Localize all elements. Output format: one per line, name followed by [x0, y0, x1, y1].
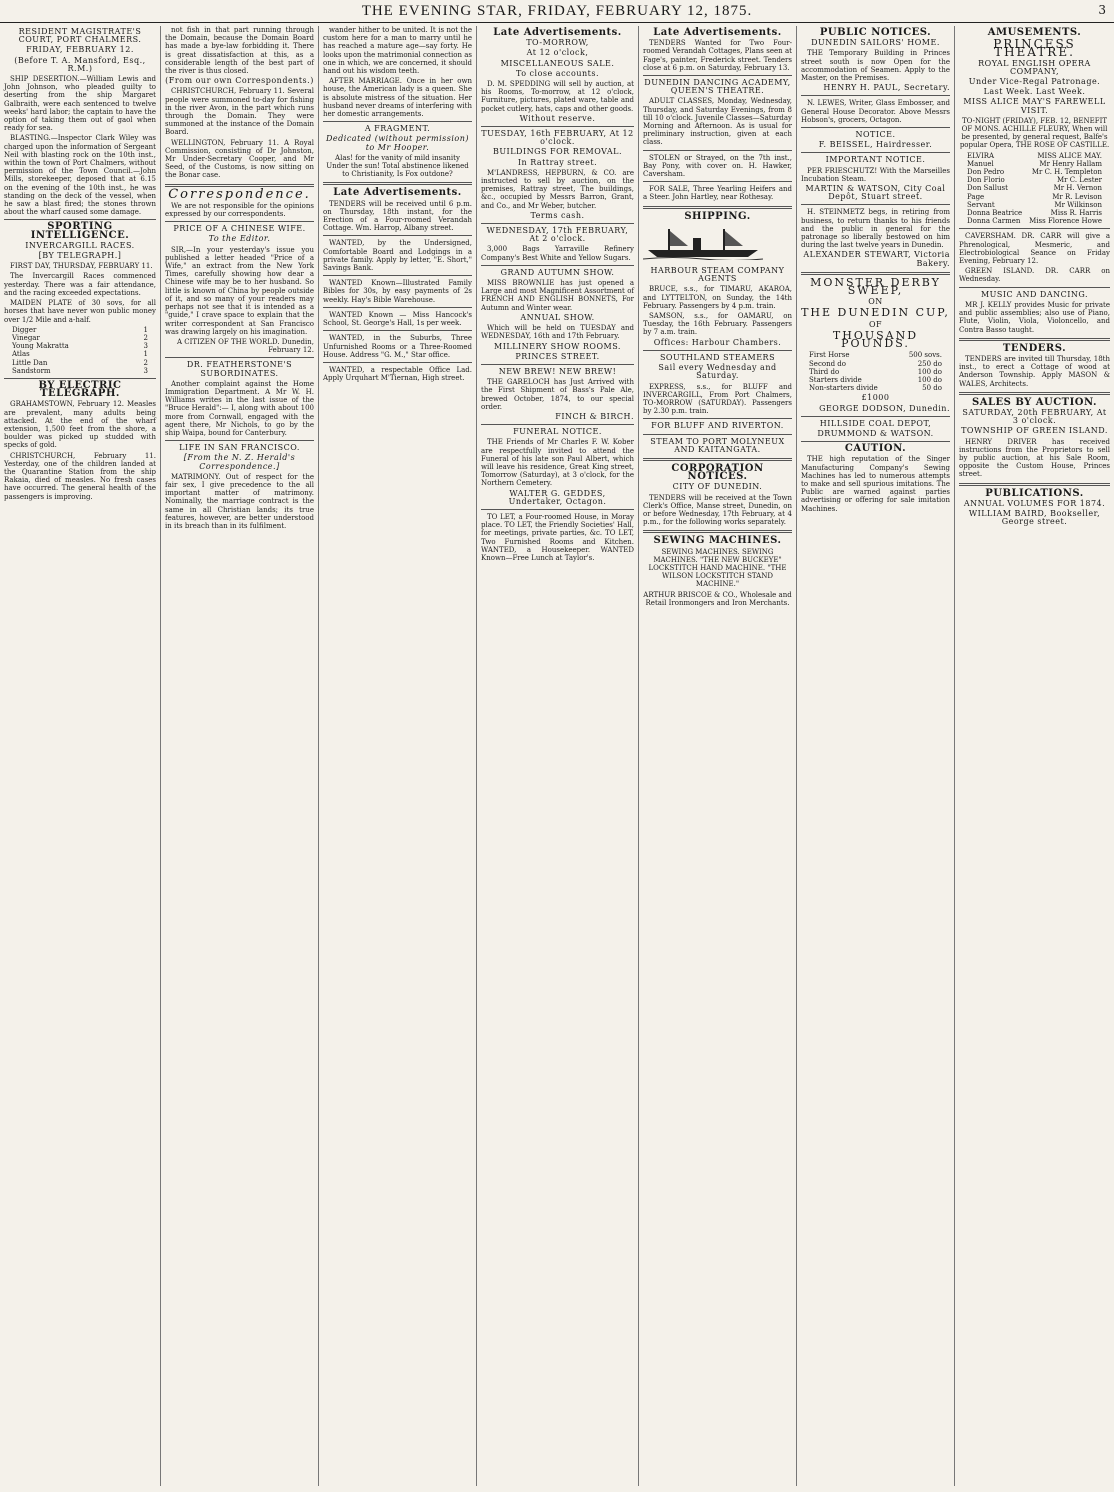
ad-heading: MUSIC AND DANCING. — [980, 289, 1089, 299]
ad-heading: IMPORTANT NOTICE. — [825, 155, 926, 165]
column-4 — [476, 26, 638, 1486]
late-ads-heading: Late Advertisements. — [493, 27, 622, 38]
theatre-heading: PRINCESS THEATRE. — [993, 37, 1076, 60]
ad-text: GREEN ISLAND. DR. CARR on Wednesday. — [959, 267, 1110, 284]
ad-heading: HILLSIDE COAL DEPOT, — [819, 418, 932, 428]
divider — [643, 150, 792, 151]
divider — [801, 272, 950, 275]
race-result: Atlas 1 — [12, 350, 148, 359]
ad-line: Offices: Harbour Chambers. — [653, 337, 782, 347]
ad-text: SAMSON, s.s., for OAMARU, on Tuesday, the 16th February. Passengers by 7 a.m. train. — [643, 312, 792, 337]
divider — [323, 235, 472, 236]
ad-line: ANNUAL SHOW. — [520, 312, 595, 322]
tenders-heading: TENDERS. — [1002, 342, 1067, 354]
letter-text: SIR,—In your yesterday's issue you published a letter headed "Price of a Wife," an extract from the New York Times, carefully showing how dear a Chinese wife may be to her husband. So little is known of China by people outside of it, and so many of your readers may perhaps not see that it is intended as a "guide," I crave space to explain that the writer correspondent at San Francisco was drawing largely on his imagination. — [165, 245, 314, 336]
article-text: AFTER MARRIAGE. Once in her own house, the American lady is a queen. She is absolute mistress of the situation. Her husband never dreams of interfering with her domestic arrangements. — [323, 77, 472, 119]
ad-line: SATURDAY, 20th FEBRUARY, At 3 o'clock. — [962, 407, 1107, 426]
funeral-heading: FUNERAL NOTICE. — [513, 427, 602, 437]
ad-text: Which will be held on TUESDAY and WEDNESDAY, 16th and 17th February. — [481, 324, 634, 341]
ad-line: In Rattray street. — [517, 157, 598, 167]
divider — [323, 275, 472, 276]
ad-text: THE GARELOCH has Just Arrived with the First Shipment of Bass's Pale Ale, brewed October, 1874, to our special order. — [481, 378, 634, 411]
race-result: Little Dan 2 — [12, 358, 148, 367]
divider — [959, 483, 1110, 486]
race-result: Sandstorm 3 — [12, 366, 148, 375]
article-heading: LIFE IN SAN FRANCISCO. — [179, 443, 300, 453]
prize-row: Third do 100 do — [809, 367, 942, 376]
ad-line: ON — [868, 297, 883, 307]
telegraph-text: GRAHAMSTOWN, February 12. Measles are prevalent, many adults being attacked. At the end of the wharf extension, 1,500 feet from the shore, a boulder was picked up studded with specks of gold. — [4, 400, 156, 450]
divider — [643, 418, 792, 419]
column-2 — [160, 26, 318, 1486]
races-heading: INVERCARGILL RACES. — [25, 240, 135, 250]
masthead-title: THE EVENING STAR, FRIDAY, FEBRUARY 12, 1875. — [361, 2, 753, 19]
column-7 — [954, 26, 1114, 1486]
ad-text: N. LEWES, Writer, Glass Embosser, and General House Decorator. Above Messrs Hobson's, grocers, Octagon. — [801, 99, 950, 124]
ad-text: TENDERS are invited till Thursday, 18th inst., to erect a Cottage of wood at Anderson Township. Apply MASON & WALES, Architects. — [959, 354, 1110, 388]
ad-text: TENDERS Wanted for Two Four-roomed Verandah Cottages, Plans seen at Fage's, painter, Frederick street. Tenders close at 6 p.m. on Saturday, February 13. — [643, 39, 792, 72]
divider — [959, 392, 1110, 395]
letter-sign: A CITIZEN OF THE WORLD. Dunedin, February 12. — [177, 337, 314, 355]
corporation-heading: CORPORATION NOTICES. — [671, 462, 764, 483]
ad-text: MR J. KELLY provides Music for private and public assemblies; also use of Piano, Flute, Violin, Viola, Violoncello, and Contra Basso taught. — [959, 300, 1110, 334]
ad-heading: HARBOUR STEAM COMPANY AGENTS — [650, 266, 785, 284]
divider — [481, 265, 634, 266]
divider — [801, 416, 950, 417]
ad-text: BRUCE, s.s., for TIMARU, AKAROA, and LYTTELTON, on Sunday, the 14th February. Passengers by 4 p.m. train. — [643, 285, 792, 310]
ad-text: TO-NIGHT (FRIDAY), FEB. 12, BENEFIT OF MONS. ACHILLE FLEURY, When will be presented, by general request, Balfe's popular Opera, THE ROSE OF CASTILLE. — [959, 116, 1110, 150]
ad-text: THE high reputation of the Singer Manufacturing Company's Sewing Machines has led to numerous attempts to make and sell spurious imitations. The Public are warned against parties advertising or offering for sale imitation Machines. — [801, 455, 950, 513]
page-number: 3 — [1098, 3, 1106, 17]
ad-heading: CITY OF DUNEDIN. — [672, 482, 763, 492]
divider — [801, 95, 950, 96]
correspondents-heading: (From our own Correspondents.) — [165, 76, 314, 86]
poem-text: Alas! for the vanity of mild insanity Under the sun! Total abstinence likened to Christianity, Is Fox outdone? — [326, 153, 469, 179]
auction-heading: SALES BY AUCTION. — [972, 396, 1097, 408]
ad-text: TENDERS will be received at the Town Clerk's Office, Manse street, Dunedin, on or before Wednesday, 17th February, at 4 p.m., for the following works separately. — [643, 493, 792, 527]
telegraph-text: CHRISTCHURCH, February 11. Yesterday, one of the children landed at the Quarantine Station from the ship Rakaia, died of measles. No fresh cases have occurred. The general health of the passengers is improving. — [4, 451, 156, 501]
prize-heading: THOUSAND POUNDS. — [832, 328, 919, 351]
ad-text: HENRY DRIVER has received instructions from the Proprietors to sell by public auction, at his Sale Room, opposite the Custom House, Princes street. — [959, 437, 1110, 479]
ad-text: ARTHUR BRISCOE & CO., Wholesale and Retail Ironmongers and Iron Merchants. — [643, 590, 792, 607]
ad-text: H. STEINMETZ begs, in retiring from business, to return thanks to his friends and the public in general for the patronage so liberally bestowed on him during the last twelve years in Dunedin. — [801, 208, 950, 250]
ad-text: EXPRESS, s.s., for BLUFF and INVERCARGILL, From Port Chalmers, TO-MORROW (SATURDAY). Passengers by 2.30 p.m. train. — [643, 382, 792, 416]
divider — [643, 434, 792, 435]
cast-row: Don Florio Mr C. Lester — [967, 176, 1102, 185]
ad-text: WANTED, in the Suburbs, Three Unfurnished Rooms or a Three-Roomed House. Address "G. M.," Star office. — [323, 334, 472, 359]
masthead — [0, 0, 1114, 23]
article-text: wander hither to be united. It is not the custom here for a man to marry until he has reached a mature age—say forty. He looks upon the matrimonial connection as one in which, we are concerned, it should hand out his wisdom teeth. — [323, 26, 472, 76]
ad-line: To close accounts. — [515, 68, 600, 78]
ad-line: GRAND AUTUMN SHOW. — [500, 267, 615, 277]
ad-text: WANTED Known—Illustrated Family Bibles for 30s, by easy payments of 2s weekly. Hay's Bible Warehouse. — [323, 279, 472, 304]
divider — [165, 221, 314, 222]
article-source: [From the N. Z. Herald's Correspondence.] — [183, 453, 296, 471]
divider — [4, 219, 156, 220]
ad-line: BUILDINGS FOR REMOVAL. — [492, 147, 623, 157]
divider — [643, 206, 792, 209]
ad-line: MARTIN & WATSON, City Coal Depôt, Stuart street. — [805, 184, 946, 202]
divider — [801, 152, 950, 153]
article-text: CHRISTCHURCH, February 11. Several people were summoned to-day for fishing in the river Avon, in the part which runs through the Domain. They were summoned at the instance of the Domain Board. — [165, 87, 314, 137]
ad-heading: STEAM TO PORT MOLYNEUX AND KAITANGATA. — [650, 436, 785, 454]
divider — [801, 204, 950, 205]
article-text: not fish in that part running through the Domain, because the Domain Board has made a bye-law forbidding it. There is great dissatisfaction at this, as a considerable length of the best part of the river is thus closed. — [165, 26, 314, 76]
divider — [323, 121, 472, 122]
ad-line: WILLIAM BAIRD, Bookseller, George street. — [968, 508, 1101, 527]
race-day: FIRST DAY, THURSDAY, FEBRUARY 11. — [10, 262, 153, 271]
divider — [801, 127, 950, 128]
ad-line: MISCELLANEOUS SALE. — [500, 58, 615, 68]
ad-line: TO-MORROW, — [526, 38, 589, 48]
late-ads-heading: Late Advertisements. — [333, 187, 462, 199]
court-heading: RESIDENT MAGISTRATE'S COURT, PORT CHALMERS. — [18, 27, 142, 45]
ad-text: 3,000 Bags Yarraville Refinery Company's Best White and Yellow Sugars. — [481, 245, 634, 262]
prize-row: First Horse 500 sovs. — [809, 351, 942, 360]
ad-line: ANNUAL VOLUMES FOR 1874. — [963, 498, 1106, 508]
ad-line: Under Vice-Regal Patronage. — [968, 77, 1101, 87]
divider — [643, 350, 792, 351]
divider — [4, 378, 156, 379]
divider — [323, 362, 472, 363]
sewing-heading: SEWING MACHINES. — [653, 535, 782, 547]
race-text: The Invercargill Races commenced yesterday. There was a fair attendance, and the racing exceeded expectations. — [4, 272, 156, 297]
ad-text: D. M. SPEDDING will sell by auction, at his Rooms, To-morrow, at 12 o'clock, Furniture, pictures, plated ware, table and pocket cutlery, hats, caps and other goods. — [481, 80, 634, 113]
divider — [481, 424, 634, 425]
ad-line: WALTER G. GEDDES, Undertaker, Octagon. — [508, 488, 607, 506]
cast-row: Don Pedro Mr C. H. Templeton — [967, 168, 1102, 177]
cast-row: Donna Beatrice Miss R. Harris — [967, 209, 1102, 218]
court-text: SHIP DESERTION.—William Lewis and John Johnson, who pleaded guilty to deserting from the ship Margaret Galbraith, were each sentenced to twelve weeks' hard labor; the captain to have the option of taking them out of gaol when ready for sea. — [4, 75, 156, 133]
ad-line: Terms cash. — [530, 210, 585, 220]
ad-line: TOWNSHIP OF GREEN ISLAND. — [961, 426, 1108, 436]
divider — [323, 330, 472, 331]
divider — [481, 223, 634, 224]
ad-line: HENRY H. PAUL, Secretary. — [823, 83, 950, 93]
article-text: Another complaint against the Home Immigration Department. A Mr W. H. Williams writes in the last issue of the "Bruce Herald":— I, along with about 100 more from Cornwall, engaged with the agent there, Mr Nichols, to go by the ship Waipa, bound for Canterbury. — [165, 379, 314, 437]
divider — [643, 458, 792, 461]
ad-line: GEORGE DODSON, Dunedin. — [819, 403, 950, 413]
column-3 — [318, 26, 476, 1486]
cast-row: ELVIRA MISS ALICE MAY. — [967, 151, 1102, 160]
ad-line: F. BEISSEL, Hairdresser. — [818, 140, 933, 150]
ad-line: ALEXANDER STEWART, Victoria Bakery. — [803, 250, 950, 268]
ad-heading: DUNEDIN SAILORS' HOME. — [811, 38, 940, 48]
court-text: BLASTING.—Inspector Clark Wiley was charged upon the information of Sergeant Neil with blasting rock on the 10th inst., within the town of Port Chalmers, without permission of the Town Council.—John Mills, storekeeper, deposed that at 6.15 on the evening of the 10th inst., he was standing on the deck of the vessel, when he saw a blast fired; the stones thrown about the wharf caused some damage. — [4, 134, 156, 217]
ad-line: Sail every Wednesday and Saturday. — [658, 363, 777, 381]
column-5 — [638, 26, 796, 1486]
cast-row: Page Mr R. Levison — [967, 192, 1102, 201]
amusements-heading: AMUSEMENTS. — [987, 27, 1082, 38]
divider — [643, 181, 792, 182]
disclaimer: We are not responsible for the opinions expressed by our correspondents. — [165, 201, 314, 219]
prize-total: £1000 — [861, 393, 890, 403]
divider — [643, 530, 792, 533]
late-ads-heading: Late Advertisements. — [653, 27, 782, 38]
ad-line: Without reserve. — [519, 113, 596, 123]
prize-row: Non-starters divide 50 do — [809, 384, 942, 393]
divider — [801, 441, 950, 442]
ad-text: WANTED, by the Undersigned, Comfortable Board and Lodgings in a private family. Apply by letter, "E. Short," Savings Bank. — [323, 239, 472, 273]
steamship-illustration — [643, 226, 763, 260]
court-before: (Before T. A. Mansford, Esq., R.M.) — [14, 55, 146, 73]
cast-row: Donna Carmen Miss Florence Howe — [967, 217, 1102, 226]
race-result: Young Makratta 3 — [12, 342, 148, 351]
ad-heading: FOR BLUFF AND RIVERTON. — [651, 421, 784, 431]
court-date: FRIDAY, FEBRUARY 12. — [26, 45, 134, 55]
ad-line: PRINCES STREET. — [515, 351, 600, 361]
divider — [165, 357, 314, 358]
ad-heading: SOUTHLAND STEAMERS — [659, 352, 776, 362]
public-notices-heading: PUBLIC NOTICES. — [819, 27, 932, 38]
ad-text: TO LET, a Four-roomed House, in Moray place. TO LET, the Friendly Societies' Hall, for meetings, private parties, &c. TO LET, Two Furnished Rooms and Kitchen. WANTED, a Housekeeper. WANTED Known—Free Lunch at Taylor's. — [481, 512, 634, 562]
ad-line: TUESDAY, 16th FEBRUARY, At 12 o'clock. — [481, 129, 634, 147]
ad-text: THE Temporary Building in Princes street south is now Open for the accommodation of Seamen. Apply to the Master, on the Premises. — [801, 49, 950, 83]
ad-text: ADULT CLASSES, Monday, Wednesday, Thursday, and Saturday Evenings, from 8 till 10 o'clock. Juvenile Classes—Saturday Morning and Afternoon. As is usual for preliminary instruction, given at each class. — [643, 97, 792, 147]
cast-row: Don Sallust Mr H. Vernon — [967, 184, 1102, 193]
race-entry: MAIDEN PLATE of 30 sovs, for all horses that have never won public money over 1/2 Mile and a-half. — [4, 299, 156, 324]
ad-line: FINCH & BIRCH. — [555, 411, 634, 421]
sweep-heading: MONSTER DERBY SWEEP, — [810, 275, 941, 298]
ad-line: OF — [868, 319, 883, 329]
telegraph-heading: BY ELECTRIC TELEGRAPH. — [38, 379, 122, 400]
letter-to: To the Editor. — [208, 234, 271, 244]
caution-heading: CAUTION. — [844, 443, 907, 455]
ad-line: At 12 o'clock, — [526, 48, 589, 58]
column-6 — [796, 26, 954, 1486]
ad-text: TENDERS will be received until 6 p.m. on Thursday, 18th instant, for the Erection of a Four-roomed Verandah Cottage. Wm. Harrop, Albany street. — [323, 199, 472, 233]
ad-text: FOR SALE, Three Yearling Heifers and a Steer. John Hartley, near Rothesay. — [643, 185, 792, 202]
prize-row: Starters divide 100 do — [809, 375, 942, 384]
divider — [481, 364, 634, 365]
ad-line: MISS ALICE MAY'S FAREWELL VISIT. — [963, 97, 1106, 115]
prize-row: Second do 250 do — [809, 359, 942, 368]
article-heading: DR. FEATHERSTONE'S SUBORDINATES. — [186, 360, 293, 378]
poem-dedication: Dedicated (without permission) to Mr Hooper. — [326, 134, 469, 152]
publications-heading: PUBLICATIONS. — [985, 487, 1084, 499]
race-result: Digger 1 — [12, 325, 148, 334]
ad-text: WANTED, a respectable Office Lad. Apply Urquhart M'Tiernan, High street. — [323, 365, 472, 383]
ad-heading: NOTICE. — [855, 130, 896, 140]
divider — [481, 126, 634, 127]
divider — [323, 182, 472, 185]
divider — [959, 287, 1110, 288]
ad-text: THE Friends of Mr Charles F. W. Kober are respectfully invited to attend the Funeral of his late son Paul Albert, which will leave his residence, Great King street, Tomorrow (Saturday), at 3 o'clock, for the Northern Cemetery. — [481, 438, 634, 488]
divider — [959, 228, 1110, 229]
ad-line: NEW BREW! NEW BREW! — [498, 366, 617, 376]
ad-text: STOLEN or Strayed, on the 7th inst., Bay Pony, with cover on. H. Hawker, Caversham. — [643, 153, 792, 179]
correspondence-heading: Correspondence. — [168, 186, 311, 202]
divider — [165, 440, 314, 441]
divider — [323, 307, 472, 308]
article-text: WELLINGTON, February 11. A Royal Commission, consisting of Dr Johnston, Mr Under-Secretary Cooper, and Mr Seed, of the Customs, is now sitting on the Bonar case. — [165, 138, 314, 180]
telegraph-note: [BY TELEGRAPH.] — [38, 251, 122, 261]
article-text: MATRIMONY. Out of respect for the fair sex, I give precedence to the all important matter of matrimony. Nominally, the marriage contract is the same in all Christian lands; its true features, however, are better understood in its breach than in its fulfilment. — [165, 472, 314, 530]
ad-line: WEDNESDAY, 17th FEBRUARY, At 2 o'clock. — [486, 226, 629, 244]
ad-line: DRUMMOND & WATSON. — [817, 428, 934, 438]
poem-heading: A FRAGMENT. — [364, 124, 431, 134]
race-result: Vinegar 2 — [12, 333, 148, 342]
ad-line: Last Week. Last Week. — [983, 87, 1086, 97]
ad-text: WANTED Known — Miss Hancock's School, St. George's Hall, 1s per week. — [323, 310, 472, 328]
ad-heading: DUNEDIN DANCING ACADEMY, QUEEN'S THEATRE. — [644, 78, 791, 96]
divider — [481, 509, 634, 510]
ad-text: CAVERSHAM. DR. CARR will give a Phrenological, Mesmeric, and Electrobiological Seance on Friday Evening, February 12. — [959, 232, 1110, 266]
column-1 — [0, 26, 160, 1486]
divider — [643, 75, 792, 76]
cup-heading: THE DUNEDIN CUP, — [801, 306, 950, 320]
divider — [959, 338, 1110, 341]
cast-row: Servant Mr Wilkinson — [967, 200, 1102, 209]
ad-text: PER FRIESCHUTZ! With the Marseilles Incubation Steam. — [801, 166, 950, 183]
ad-text: MISS BROWNLIE has just opened a Large and most Magnificent Assortment of FRENCH AND ENGLISH BONNETS, For Autumn and Winter wear. — [481, 279, 634, 312]
cast-row: Manuel Mr Henry Hallam — [967, 159, 1102, 168]
company-heading: ROYAL ENGLISH OPERA COMPANY, — [978, 58, 1091, 76]
ad-line: MILLINERY SHOW ROOMS. — [494, 341, 621, 351]
ad-text: M'LANDRESS, HEPBURN, & CO. are instructed to sell by auction, on the premises, Rattray street, The buildings, &c., occupied by Messrs Barron, Grant, and Co., and Mr Weber, butcher. — [481, 168, 634, 210]
sporting-heading: SPORTING INTELLIGENCE. — [30, 221, 130, 241]
shipping-heading: SHIPPING. — [684, 210, 751, 222]
ad-text: SEWING MACHINES. SEWING MACHINES. "THE NEW BUCKEYE" LOCKSTITCH HAND MACHINE. "THE WILSON LOCKSTITCH STAND MACHINE." — [648, 547, 787, 589]
letter-heading: PRICE OF A CHINESE WIFE. — [173, 224, 306, 234]
